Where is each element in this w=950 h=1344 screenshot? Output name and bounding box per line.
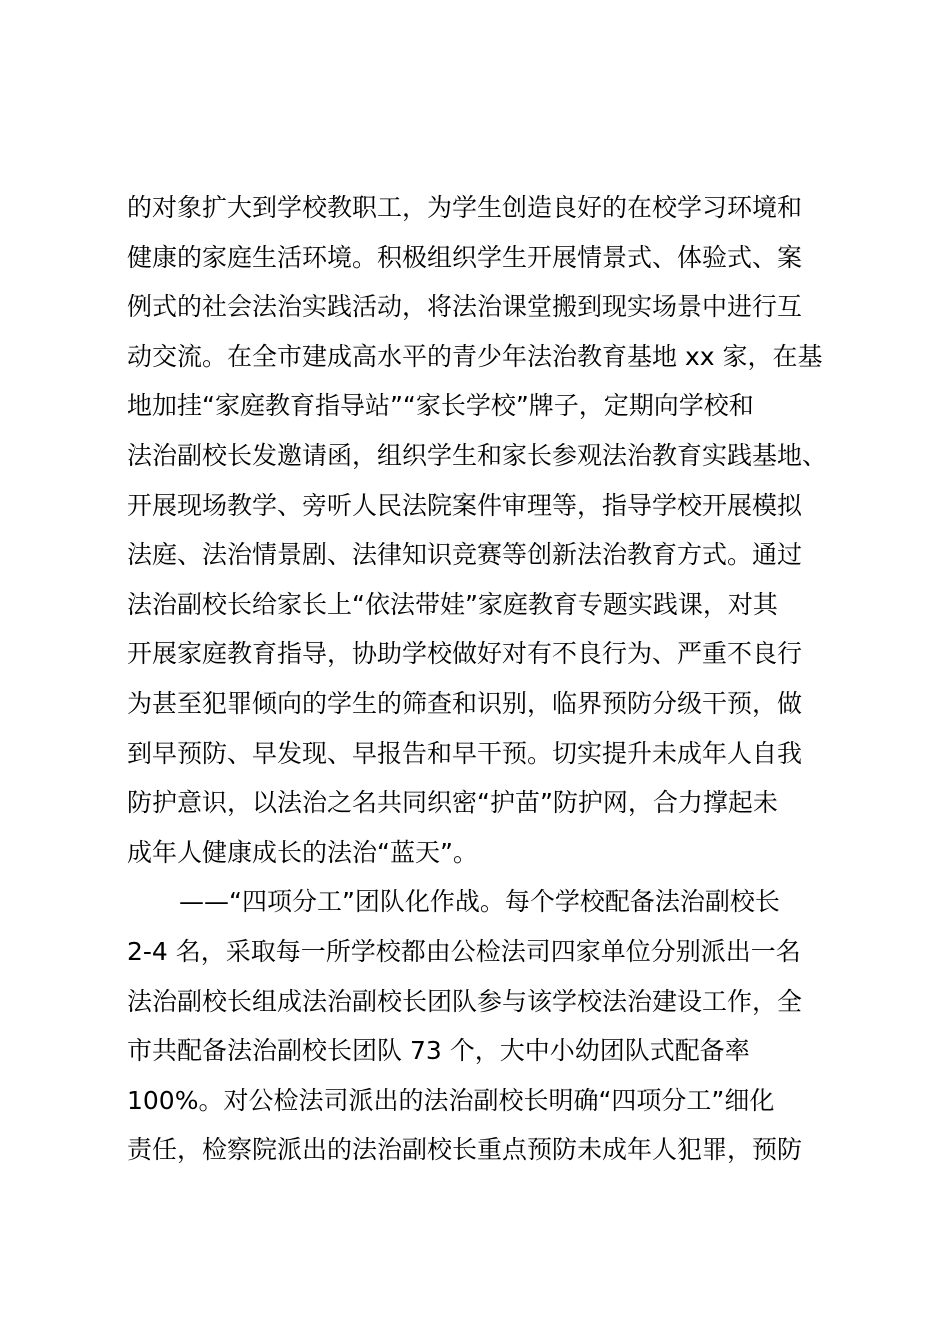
text-line: 地加挂“家庭教育指导站”“家长学校”牌子，定期向学校和 [127, 391, 754, 421]
body-text [127, 183, 837, 1175]
text-line: 的对象扩大到学校教职工，为学生创造良好的在校学习环境和 [127, 193, 803, 222]
text-line: 成年人健康成长的法治“蓝天”。 [127, 837, 478, 867]
text-line: 法庭、法治情景剧、法律知识竞赛等创新法治教育方式。通过 [127, 540, 803, 570]
paragraph-start-line: ——“四项分工”团队化作战。每个学校配备法治副校长 [179, 887, 780, 917]
text-line: 动交流。在全市建成高水平的青少年法治教育基地 xx 家，在基 [127, 341, 823, 371]
text-line: 健康的家庭生活环境。积极组织学生开展情景式、体验式、案 [127, 242, 803, 272]
text-line: 法治副校长发邀请函，组织学生和家长参观法治教育实践基地、 [127, 440, 828, 470]
text-line: 开展现场教学、旁听人民法院案件审理等，指导学校开展模拟 [127, 490, 803, 520]
text-line: 到早预防、早发现、早报告和早干预。切实提升未成年人自我 [127, 738, 803, 768]
text-line: 市共配备法治副校长团队 73 个，大中小幼团队式配备率 [127, 1036, 750, 1066]
text-line: 法治副校长组成法治副校长团队参与该学校法治建设工作，全 [127, 986, 803, 1016]
text-line: 责任，检察院派出的法治副校长重点预防未成年人犯罪，预防 [127, 1135, 803, 1165]
text-line: 2-4 名，采取每一所学校都由公检法司四家单位分别派出一名 [127, 936, 801, 966]
text-line: 100%。对公检法司派出的法治副校长明确“四项分工”细化 [127, 1085, 775, 1115]
text-line: 法治副校长给家长上“依法带娃”家庭教育专题实践课，对其 [127, 589, 778, 619]
text-line: 防护意识，以法治之名共同织密“护苗”防护网，合力撑起未 [127, 788, 778, 818]
text-line: 为甚至犯罪倾向的学生的筛查和识别，临界预防分级干预，做 [127, 688, 803, 718]
text-line: 例式的社会法治实践活动，将法治课堂搬到现实场景中进行互 [127, 292, 803, 322]
text-line: 开展家庭教育指导，协助学校做好对有不良行为、严重不良行 [127, 639, 803, 669]
